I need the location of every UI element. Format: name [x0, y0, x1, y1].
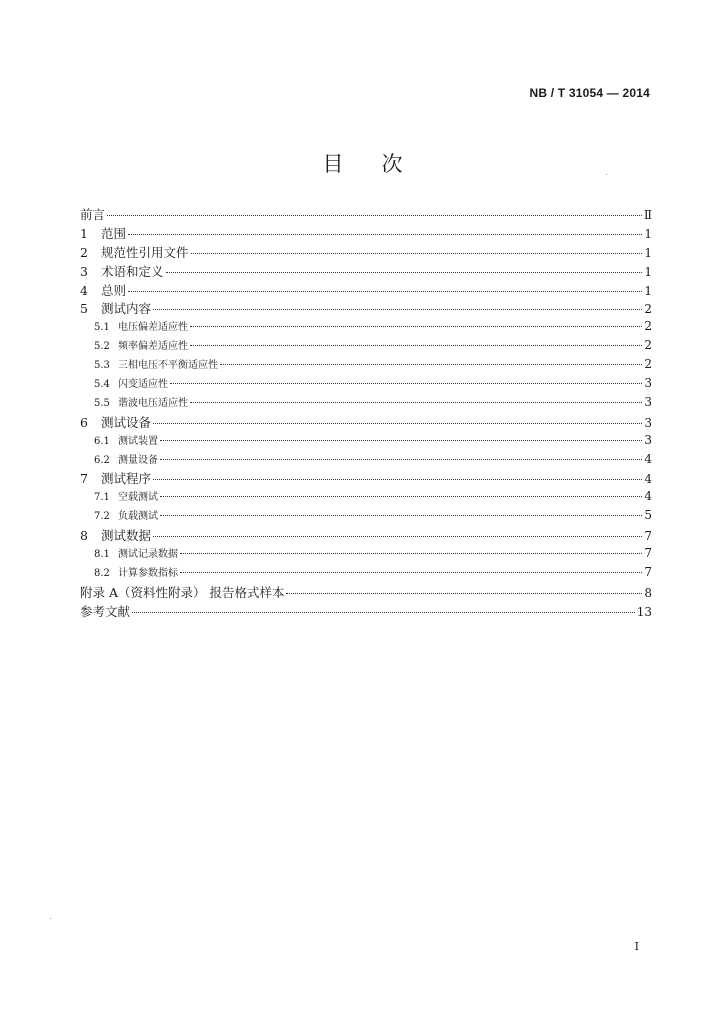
toc-entry[interactable]	[80, 583, 652, 602]
toc-leader-dots	[190, 325, 642, 327]
toc-entry-number: 8	[80, 528, 88, 544]
toc-entry[interactable]	[80, 262, 652, 281]
toc-entry[interactable]	[80, 451, 652, 470]
toc-entry-number: 6	[80, 414, 88, 430]
toc-entry-number: 6.1	[94, 435, 110, 447]
toc-title	[0, 148, 725, 178]
toc-entry-label: 测试记录数据	[118, 549, 178, 561]
toc-leader-dots	[286, 592, 642, 594]
toc-entry-number: 3	[80, 263, 88, 279]
toc-entry-label: 前言	[80, 207, 106, 222]
toc-entry-page: 4	[644, 472, 652, 487]
toc-entry[interactable]	[80, 281, 652, 300]
toc-leader-dots	[160, 439, 642, 441]
toc-entry-number: 7.2	[94, 511, 110, 523]
toc-entry-page: 2	[644, 357, 652, 372]
toc-entry[interactable]	[80, 224, 652, 243]
toc-leader-dots	[160, 458, 642, 460]
scan-speck	[606, 174, 607, 175]
toc-leader-dots	[190, 401, 642, 403]
toc-leader-dots	[170, 382, 642, 384]
toc-entry-page: 2	[644, 319, 652, 334]
toc-entry-label: 参考文献	[80, 603, 131, 619]
toc-entry-label: 负载测试	[118, 511, 158, 523]
toc-entry[interactable]	[80, 488, 652, 507]
toc-entry-number: 8.2	[94, 567, 110, 579]
toc-entry[interactable]	[80, 545, 652, 564]
toc-entry-number: 6.2	[94, 454, 110, 466]
toc-entry[interactable]	[80, 469, 652, 488]
toc-entry-label: 测试内容	[101, 301, 152, 317]
toc-entry[interactable]	[80, 394, 652, 413]
toc-leader-dots	[132, 611, 635, 613]
toc-entry-page: 2	[644, 338, 652, 353]
toc-entry[interactable]	[80, 413, 652, 432]
toc-leader-dots	[190, 344, 642, 346]
toc-entry-label: 范围	[101, 225, 127, 241]
toc-entry-page: 4	[644, 451, 652, 466]
toc-leader-dots	[128, 233, 642, 235]
toc-leader-dots	[160, 514, 642, 516]
toc-entry-label: 附录 A（资料性附录） 报告格式样本	[80, 584, 285, 600]
toc-entry-page: 5	[644, 508, 652, 523]
toc-entry-label: 测试装置	[118, 435, 158, 447]
toc-leader-dots	[160, 495, 642, 497]
toc-entry-label: 总则	[101, 282, 127, 298]
toc-entry-label: 测试程序	[101, 471, 152, 487]
toc-entry-page: 2	[644, 302, 652, 317]
toc-entry[interactable]	[80, 356, 652, 375]
toc-entry-label: 谐波电压适应性	[118, 397, 188, 409]
toc-entry[interactable]	[80, 205, 652, 224]
toc-title-char-2: 次	[381, 152, 403, 176]
toc-entry-page: 13	[636, 604, 652, 619]
toc-entry-number: 5.3	[94, 360, 110, 372]
toc-leader-dots	[166, 271, 642, 273]
toc-leader-dots	[153, 422, 642, 424]
toc-entry-label: 电压偏差适应性	[118, 322, 188, 334]
toc-leader-dots	[128, 290, 642, 292]
toc-entry-number: 7	[80, 471, 88, 487]
toc-entry-label: 测量设备	[118, 454, 158, 466]
toc-entry-label: 测试设备	[101, 414, 152, 430]
page-number: I	[634, 940, 639, 953]
toc-entry[interactable]	[80, 243, 652, 262]
toc-entry[interactable]	[80, 318, 652, 337]
toc-entry-page: 8	[644, 585, 652, 600]
toc-entry-label: 空载测试	[118, 492, 158, 504]
toc-entry-number: 4	[80, 282, 88, 298]
toc-entry-label: 计算参数指标	[118, 567, 178, 579]
toc-entry-number: 1	[80, 225, 88, 241]
toc-leader-dots	[153, 478, 642, 480]
toc-entry-page: 3	[644, 376, 652, 391]
toc-entry[interactable]	[80, 375, 652, 394]
toc-entry-page: 3	[644, 415, 652, 430]
table-of-contents	[80, 205, 652, 621]
toc-entry-page: 1	[644, 226, 652, 241]
toc-entry-page: 4	[644, 489, 652, 504]
toc-entry-page: 7	[644, 564, 652, 579]
toc-entry[interactable]	[80, 526, 652, 545]
toc-entry-number: 5.5	[94, 397, 110, 409]
toc-leader-dots	[191, 252, 642, 254]
toc-entry-number: 7.1	[94, 492, 110, 504]
toc-entry-label: 规范性引用文件	[101, 244, 189, 260]
toc-entry-number: 5.4	[94, 379, 110, 391]
standard-code: NB / T 31054 — 2014	[529, 86, 650, 100]
toc-entry-page: Ⅱ	[643, 208, 652, 222]
toc-entry[interactable]	[80, 432, 652, 451]
toc-leader-dots	[220, 363, 642, 365]
toc-entry[interactable]	[80, 564, 652, 583]
toc-entry-page: 3	[644, 394, 652, 409]
toc-entry-number: 8.1	[94, 549, 110, 561]
toc-entry[interactable]	[80, 602, 652, 621]
toc-leader-dots	[153, 535, 642, 537]
toc-entry-label: 闪变适应性	[118, 379, 168, 391]
toc-entry-page: 7	[644, 546, 652, 561]
toc-entry[interactable]	[80, 299, 652, 318]
toc-entry-page: 1	[644, 245, 652, 260]
toc-leader-dots	[107, 214, 642, 216]
toc-entry-number: 5.1	[94, 322, 110, 334]
toc-entry-number: 5	[80, 301, 88, 317]
toc-entry[interactable]	[80, 507, 652, 526]
toc-entry-page: 1	[644, 283, 652, 298]
toc-entry-label: 术语和定义	[101, 263, 164, 279]
toc-entry[interactable]	[80, 337, 652, 356]
toc-title-char-1: 目	[322, 152, 344, 176]
toc-entry-label: 频率偏差适应性	[118, 341, 188, 353]
toc-leader-dots	[153, 308, 642, 310]
toc-entry-page: 1	[644, 264, 652, 279]
toc-entry-number: 2	[80, 244, 88, 260]
toc-entry-label: 测试数据	[101, 528, 152, 544]
toc-entry-label: 三相电压不平衡适应性	[118, 360, 218, 372]
toc-entry-page: 3	[644, 432, 652, 447]
toc-entry-number: 5.2	[94, 341, 110, 353]
toc-leader-dots	[180, 552, 642, 554]
toc-entry-page: 7	[644, 529, 652, 544]
scan-speck	[50, 918, 51, 919]
toc-leader-dots	[180, 571, 642, 573]
